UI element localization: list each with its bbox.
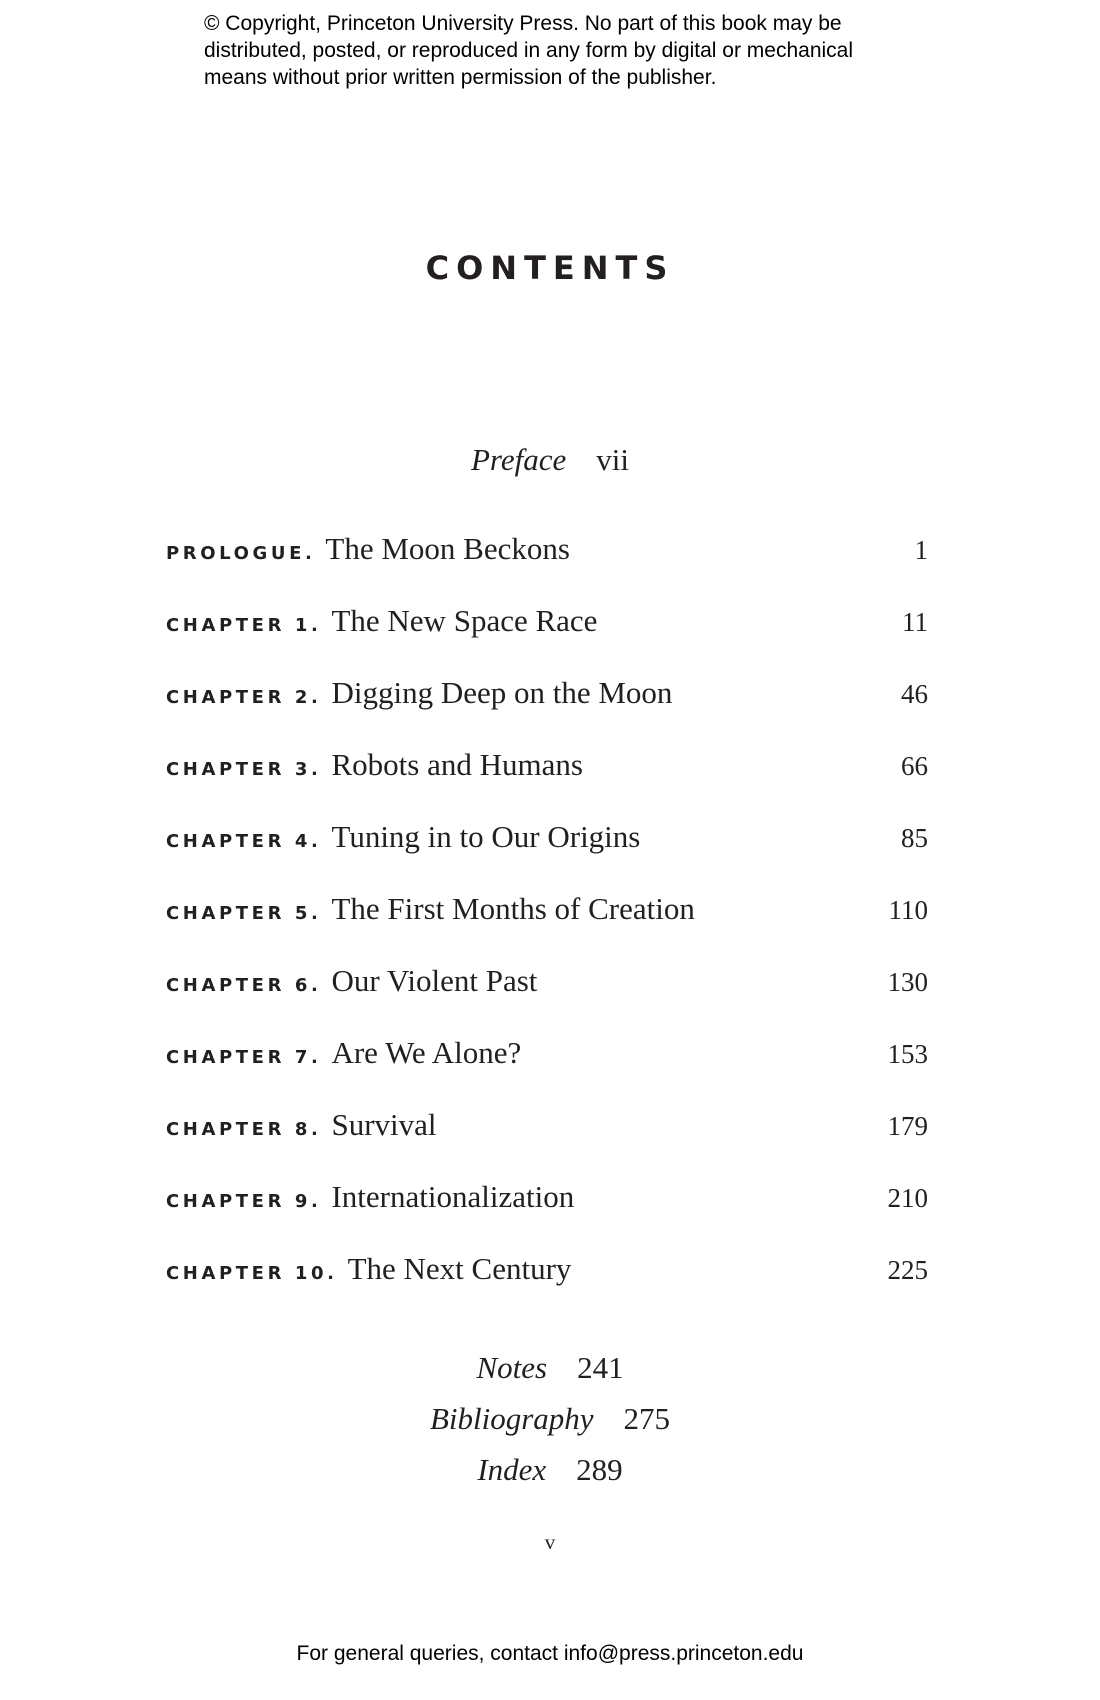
toc-entry-chapter-10[interactable] bbox=[166, 1251, 928, 1295]
toc-entry-page: 130 bbox=[887, 967, 928, 997]
toc-entry-title: The Next Century bbox=[347, 1251, 572, 1286]
toc-entry-page: 241 bbox=[577, 1350, 624, 1385]
toc-entry-notes[interactable] bbox=[0, 1348, 1100, 1388]
toc-entry-label: PROLOGUE. bbox=[166, 543, 316, 564]
toc-entry-title: Preface bbox=[471, 442, 567, 477]
toc-entry-page: 11 bbox=[902, 607, 928, 637]
toc-entry-page: 153 bbox=[887, 1039, 928, 1069]
toc-entry-chapter-3[interactable] bbox=[166, 747, 928, 791]
toc-entry-title: Tuning in to Our Origins bbox=[331, 819, 641, 854]
toc-entry-chapter-7[interactable] bbox=[166, 1035, 928, 1079]
toc-entry-title: The Moon Beckons bbox=[325, 531, 570, 566]
toc-entry-page: 225 bbox=[887, 1255, 928, 1285]
toc-entry-label: CHAPTER 2. bbox=[166, 687, 322, 708]
toc-entry-chapter-6[interactable] bbox=[166, 963, 928, 1007]
toc-entry-page: 179 bbox=[887, 1111, 928, 1141]
toc-entry-index[interactable] bbox=[0, 1450, 1100, 1490]
toc-entry-title: Survival bbox=[331, 1107, 437, 1142]
copyright-line: © Copyright, Princeton University Press. No part of this book may be bbox=[204, 12, 842, 35]
page-number: v bbox=[544, 1530, 556, 1554]
toc-entry-label: CHAPTER 5. bbox=[166, 903, 322, 924]
toc-entry-title: The First Months of Creation bbox=[331, 891, 695, 926]
toc-entry-page: 46 bbox=[901, 679, 928, 709]
toc-entry-title: Bibliography bbox=[429, 1401, 594, 1436]
toc-entry-chapter-5[interactable] bbox=[166, 891, 928, 935]
toc-entry-page: 289 bbox=[576, 1452, 623, 1487]
toc-entry-label: CHAPTER 4. bbox=[166, 831, 322, 852]
toc-entry-page: 110 bbox=[888, 895, 928, 925]
toc-entry-chapter-2[interactable] bbox=[166, 675, 928, 719]
footer-contact: For general queries, contact info@press.princeton.edu bbox=[296, 1642, 804, 1665]
toc-entry-title: Our Violent Past bbox=[331, 963, 538, 998]
toc-entry-chapter-4[interactable] bbox=[166, 819, 928, 863]
toc-entry-label: CHAPTER 9. bbox=[166, 1191, 322, 1212]
toc-entry-page: 1 bbox=[914, 535, 928, 565]
toc-entry-page: 275 bbox=[623, 1401, 671, 1436]
toc-entry-label: CHAPTER 6. bbox=[166, 975, 322, 996]
toc-entry-title: Internationalization bbox=[331, 1179, 575, 1214]
toc-entry-page: 210 bbox=[887, 1183, 928, 1213]
toc-entry-label: CHAPTER 8. bbox=[166, 1119, 322, 1140]
toc-entry-page: 66 bbox=[901, 751, 928, 781]
toc-entry-preface[interactable] bbox=[0, 440, 1100, 480]
toc-entry-bibliography[interactable] bbox=[0, 1399, 1100, 1439]
toc-entry-title: Are We Alone? bbox=[331, 1035, 522, 1070]
toc-entry-title: Robots and Humans bbox=[331, 747, 583, 782]
toc-entry-title: Index bbox=[477, 1452, 547, 1487]
toc-entry-chapter-8[interactable] bbox=[166, 1107, 928, 1151]
page-title: CONTENTS bbox=[425, 249, 675, 287]
toc-entry-page: 85 bbox=[901, 823, 928, 853]
toc-entry-label: CHAPTER 7. bbox=[166, 1047, 322, 1068]
copyright-notice bbox=[204, 10, 924, 91]
toc-entry-page: vii bbox=[596, 442, 629, 477]
toc-entry-label: CHAPTER 3. bbox=[166, 759, 322, 780]
toc-entry-chapter-1[interactable] bbox=[166, 603, 928, 647]
toc-entry-title: Notes bbox=[476, 1350, 548, 1385]
toc-entry-title: Digging Deep on the Moon bbox=[331, 675, 673, 710]
toc-entry-chapter-9[interactable] bbox=[166, 1179, 928, 1223]
toc-entry-label: CHAPTER 10. bbox=[166, 1263, 338, 1284]
toc-entry-title: The New Space Race bbox=[331, 603, 598, 638]
toc-entry-label: CHAPTER 1. bbox=[166, 615, 322, 636]
copyright-line: means without prior written permission of the publisher. bbox=[204, 66, 717, 89]
toc-entry-prologue[interactable] bbox=[166, 531, 928, 575]
copyright-line: distributed, posted, or reproduced in any form by digital or mechanical bbox=[204, 39, 854, 62]
